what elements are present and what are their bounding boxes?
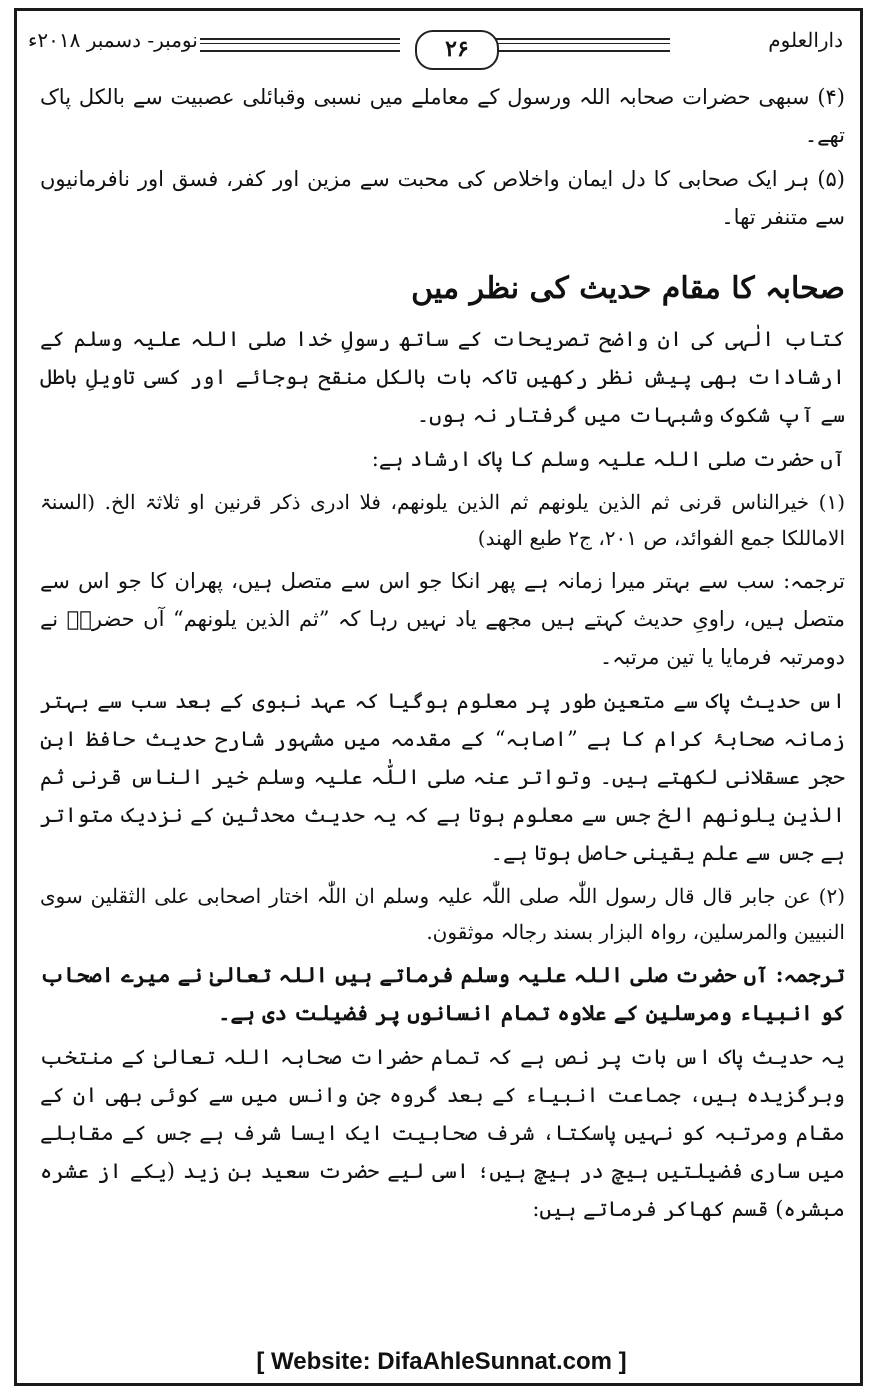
point-5: (۵) ہر ایک صحابی کا دل ایمان واخلاص کی محبت سے مزین اور کفر، فسق اور نافرمانیوں سے متنفر تھا۔	[40, 167, 845, 229]
lead-paragraph: آں حضرت صلی اللہ علیہ وسلم کا پاک ارشاد ہے:	[371, 447, 845, 471]
header-rule-right	[495, 38, 670, 52]
header-rule-left	[200, 38, 400, 52]
article-body	[40, 78, 845, 1234]
hadith-1: (۱) خیرالناس قرنی ثم الذین یلونھم ثم الذین یلونھم، فلا ادری ذکر قرنین او ثلاثۃ الخ. (السنۃ الاماللکا جمع الفوائد، ص ۲۰۱، ج۲ طبع الھند)	[40, 490, 845, 550]
section-heading: صحابہ کا مقام حدیث کی نظر میں	[411, 271, 845, 306]
translation-1: ترجمہ: سب سے بہتر میرا زمانہ ہے پھر انکا جو اس سے متصل ہیں، پھران کا جو اس سے متصل ہیں، راویِ حدیث کہتے ہیں مجھے یاد نہیں رہا کہ ”ثم الذین یلونھم“ آں حضرتؐ نے دومرتبہ فرمایا یا تین مرتبہ۔	[40, 569, 845, 669]
intro-paragraph: کتاب الٰہی کی ان واضح تصریحات کے ساتھ رسولِ خدا صلی اللہ علیہ وسلم کے ارشادات بھی پیش نظر رکھیں تاکہ بات بالکل منقح ہوجائے اور کسی تاویلِ باطل سے آپ شکوک وشبہات میں گرفتار نہ ہوں۔	[40, 327, 845, 427]
page-header	[20, 14, 863, 68]
explanation-1: اس حدیث پاک سے متعین طور پر معلوم ہوگیا کہ عہد نبوی کے بعد سب سے بہتر زمانہ صحابۂ کرام کا ہے ”اصابہ“ کے مقدمہ میں مشہور شارح حدیث حافظ ابن حجر عسقلانی لکھتے ہیں۔ وتواتر عنہ صلی اللّٰہ علیہ وسلم خیر الناس قرنی ثم الذین یلونھم الخ جس سے معلوم ہوتا ہے کہ یہ حدیث محدثین کے نزدیک متواتر ہے جس سے علم یقینی حاصل ہوتا ہے۔	[40, 689, 845, 865]
point-4: (۴) سبھی حضرات صحابہ اللہ ورسول کے معاملے میں نسبی وقبائلی عصبیت سے بالکل پاک تھے۔	[40, 85, 845, 147]
hadith-2: (۲) عن جابر قال قال رسول اللّٰہ صلی اللّٰہ علیہ وسلم ان اللّٰہ اختار اصحابی علی الثقلین سوی النبیین والمرسلین، رواہ البزار بسند رجالہ موثقون.	[40, 884, 845, 944]
page-number: ۲۶	[415, 30, 499, 70]
issue-date: نومبر- دسمبر ۲۰۱۸ء	[28, 28, 198, 52]
translation-2: ترجمہ: آں حضرت صلی اللہ علیہ وسلم فرماتے ہیں اللہ تعالیٰ نے میرے اصحاب کو انبیاء ومرسلین کے علاوہ تمام انسانوں پر فضیلت دی ہے۔	[40, 962, 845, 1025]
website-footer: [ Website: DifaAhleSunnat.com ]	[256, 1348, 627, 1375]
explanation-2: یہ حدیث پاک اس بات پر نص ہے کہ تمام حضرات صحابہ اللہ تعالیٰ کے منتخب وبرگزیدہ ہیں، جماعت انبیاء کے بعد گروہ جن وانس میں سے کوئی بھی ان کے مقام ومرتبہ کو نہیں پاسکتا، شرف صحابیت ایک ایسا شرف ہے جس کے مقابلے میں ساری فضیلتیں ہیچ در ہیچ ہیں؛ اسی لیے حضرت سعید بن زید (یکے از عشرہ مبشرہ) قسم کھاکر فرماتے ہیں:	[40, 1045, 845, 1221]
journal-name: دارالعلوم	[768, 28, 843, 52]
